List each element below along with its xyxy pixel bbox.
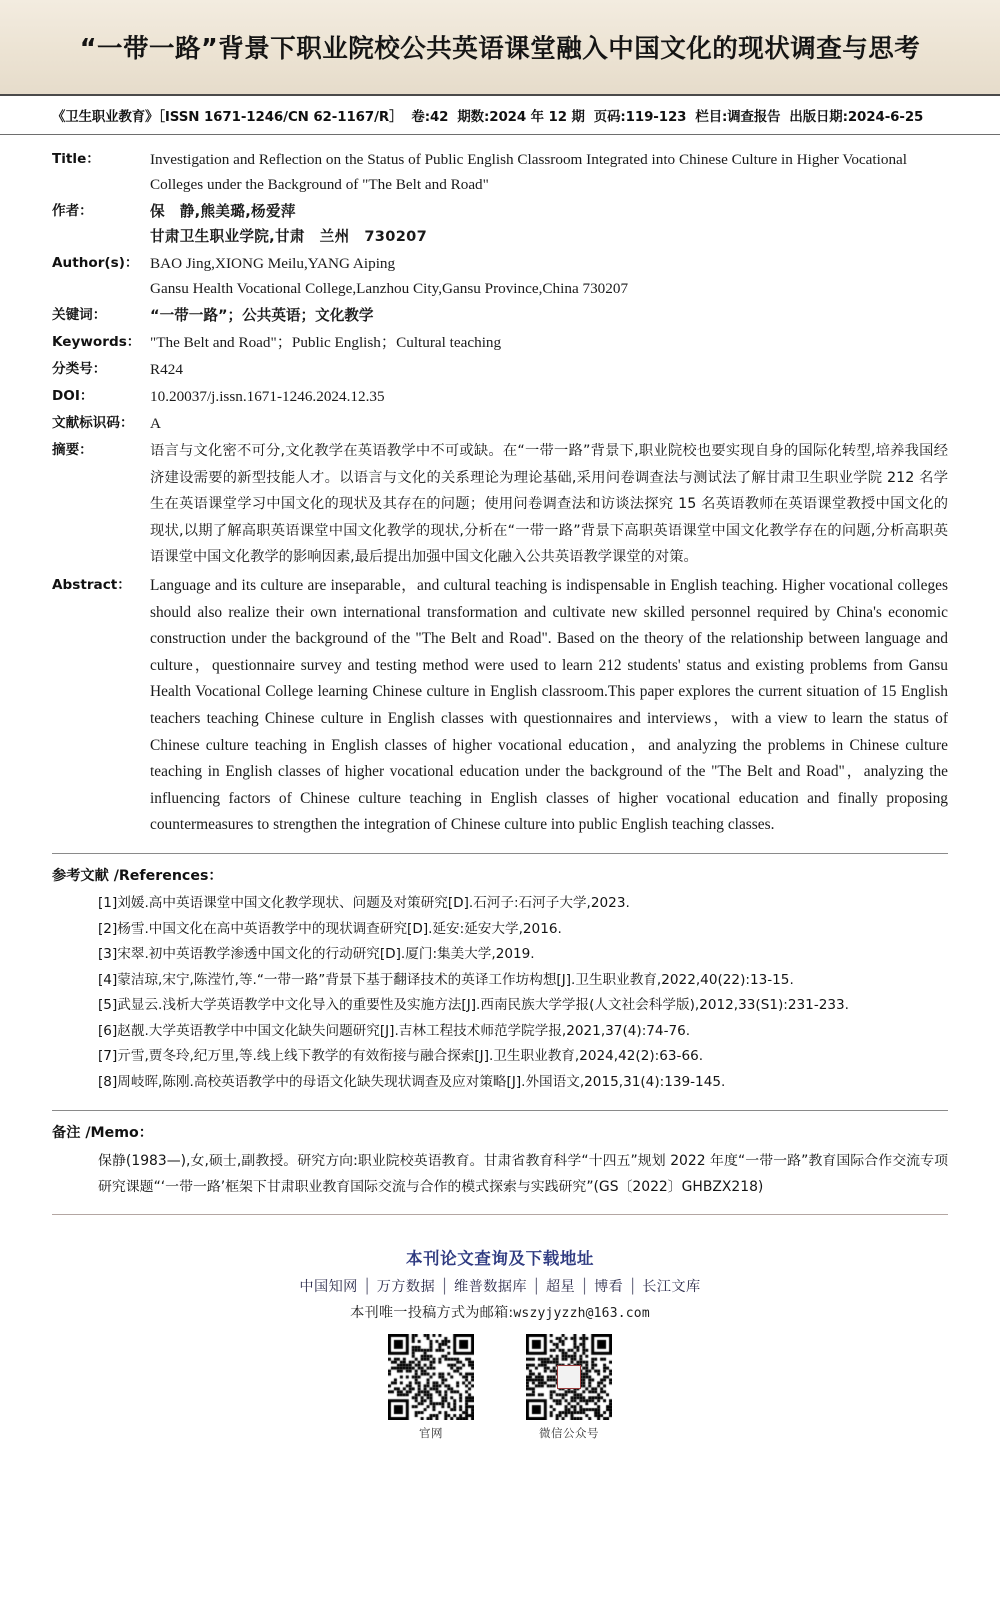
- field-authors-cn: [52, 199, 948, 249]
- qr-center-logo: [557, 1365, 581, 1389]
- field-keywords-en-label: Keywords：: [52, 334, 141, 350]
- affiliation-cn: 甘肃卫生职业学院,甘肃 兰州 730207: [150, 228, 428, 245]
- memo-block: [0, 1111, 1000, 1201]
- field-abstract-cn-label: 摘要：: [52, 442, 93, 458]
- journal-pubdate: 出版日期:2024-6-25: [789, 110, 924, 125]
- footer-link-separator: │: [580, 1279, 590, 1296]
- reference-item: [5]武显云.浅析大学英语教学中文化导入的重要性及实施方法[J].西南民族大学学报(人文社会科学版),2012,33(S1):231-233.: [98, 997, 849, 1014]
- qr-code-wechat[interactable]: [526, 1334, 612, 1420]
- qr-code-row: [52, 1334, 948, 1441]
- memo-title: 备注 /Memo：: [52, 1124, 153, 1141]
- field-doc-code-label: 文献标识码：: [52, 415, 134, 431]
- footer-link-cqvip[interactable]: 维普数据库: [454, 1279, 527, 1296]
- field-doi-label: DOI：: [52, 388, 94, 404]
- field-keywords-en-value: "The Belt and Road"；Public English；Cultural teaching: [150, 334, 502, 351]
- field-title-value: [150, 147, 948, 197]
- field-doi-value[interactable]: 10.20037/j.issn.1671-1246.2024.12.35: [150, 388, 385, 405]
- reference-item: [7]亓雪,贾冬玲,纪万里,等.线上线下教学的有效衔接与融合探索[J].卫生职业教育,2024,42(2):63-66.: [98, 1048, 704, 1065]
- footer: [0, 1229, 1000, 1441]
- footer-links: [52, 1276, 948, 1296]
- journal-volume: 卷:42: [411, 110, 449, 125]
- field-authors-en-label: Author(s)：: [52, 255, 139, 271]
- references-list: [52, 891, 948, 1096]
- field-abstract-cn-value: 语言与文化密不可分,文化教学在英语教学中不可或缺。在“一带一路”背景下,职业院校也要实现自身的国际化转型,培养我国经济建设需要的新型技能人才。以语言与文化的关系理论为理论基础,采用问卷调查法与测试法了解甘肃卫生职业学院 212 名学生在英语课堂学习中国文化的现状及其存在的问题；使用问卷调查法和访谈法探究 15 名英语教师在英语课堂教授中国文化的现状,以期了解高职英语课堂中国文化教学的现状,分析在“一带一路”背景下高职英语课堂中国文化教学存在的问题,分析高职英语课堂中国文化教学的影响因素,最后提出加强中国文化融入公共英语教学课堂的对策。: [150, 443, 948, 566]
- reference-item: [6]赵靓.大学英语教学中中国文化缺失问题研究[J].吉林工程技术师范学院学报,2021,37(4):74-76.: [98, 1022, 691, 1039]
- footer-link-changjiang[interactable]: 长江文库: [642, 1279, 701, 1296]
- field-abstract-cn: [52, 438, 948, 571]
- field-title-label: Title：: [52, 151, 100, 167]
- footer-link-separator: │: [531, 1279, 541, 1296]
- journal-column: 栏目:调查报告: [695, 110, 781, 125]
- reference-item: [4]蒙洁琼,宋宁,陈滢竹,等.“一带一路”背景下基于翻译技术的英译工作坊构想[J].卫生职业教育,2022,40(22):13-15.: [98, 971, 794, 988]
- authors-cn: 保 静,熊美璐,杨爱萍: [150, 203, 296, 220]
- footer-email-prefix: 本刊唯一投稿方式为邮箱:: [350, 1305, 514, 1322]
- title-line-1: Investigation and Reflection on the Status of Public English Classroom Integrated into Chinese Culture in Higher Vocational: [150, 151, 908, 168]
- field-clc: [52, 357, 948, 382]
- footer-email-address[interactable]: wszyjyzzh@163.com: [513, 1306, 650, 1322]
- footer-title: 本刊论文查询及下载地址: [405, 1249, 595, 1269]
- page-title: “一带一路”背景下职业院校公共英语课堂融入中国文化的现状调查与思考: [79, 34, 921, 64]
- reference-item: [3]宋翠.初中英语教学渗透中国文化的行动研究[D].厦门:集美大学,2019.: [98, 946, 535, 963]
- reference-item: [2]杨雪.中国文化在高中英语教学中的现状调查研究[D].延安:延安大学,2016.: [98, 920, 562, 937]
- field-clc-value: R424: [150, 361, 183, 378]
- footer-link-separator: │: [362, 1279, 372, 1296]
- footer-link-cnki[interactable]: 中国知网: [299, 1279, 358, 1296]
- field-abstract-en-label: Abstract：: [52, 576, 131, 593]
- journal-meta-bar: [0, 96, 1000, 135]
- footer-link-bokan[interactable]: 博看: [594, 1279, 624, 1296]
- field-keywords-cn-label: 关键词：: [52, 307, 107, 323]
- journal-issue: 期数:2024 年 12 期: [457, 110, 585, 125]
- reference-item: [1]刘媛.高中英语课堂中国文化教学现状、问题及对策研究[D].石河子:石河子大学,2023.: [98, 894, 630, 911]
- field-authors-cn-value: [150, 199, 948, 249]
- footer-link-separator: │: [440, 1279, 450, 1296]
- footer-divider: [52, 1214, 948, 1215]
- title-banner: [0, 0, 1000, 96]
- affiliation-en: Gansu Health Vocational College,Lanzhou City,Gansu Province,China 730207: [150, 280, 629, 297]
- journal-meta-line: [52, 106, 950, 125]
- field-clc-label: 分类号：: [52, 361, 107, 377]
- footer-link-wanfang[interactable]: 万方数据: [376, 1279, 436, 1296]
- journal-name: 《卫生职业教育》: [52, 110, 159, 125]
- field-authors-cn-label: 作者：: [52, 203, 93, 219]
- field-authors-en-value: [150, 251, 948, 301]
- qr-cell-website: [388, 1334, 474, 1441]
- field-keywords-cn-value: “一带一路”；公共英语；文化教学: [150, 307, 374, 324]
- footer-link-chaoxing[interactable]: 超星: [545, 1279, 576, 1296]
- title-line-2: Colleges under the Background of "The Belt and Road": [150, 176, 489, 193]
- reference-item: [8]周岐晖,陈刚.高校英语教学中的母语文化缺失现状调查及应对策略[J].外国语文,2015,31(4):139-145.: [98, 1074, 726, 1091]
- field-doi: [52, 384, 948, 409]
- qr-canvas: [388, 1334, 474, 1420]
- journal-pages: 页码:119-123: [593, 110, 687, 125]
- journal-issn-cn: ［ISSN 1671-1246/CN 62-1167/R］: [158, 110, 403, 125]
- field-keywords-en: [52, 330, 948, 355]
- field-abstract-en: [52, 573, 948, 839]
- memo-body: 保静(1983—),女,硕士,副教授。研究方向:职业院校英语教育。甘肃省教育科学“十四五”规划 2022 年度“一带一路”教育国际合作交流专项研究课题“‘一带一路’框架下甘肃职业教育国际交流与合作的模式探索与实践研究”(GS〔2022〕GHBZX218): [98, 1152, 948, 1196]
- field-keywords-cn: [52, 303, 948, 328]
- qr-caption-website: 官网: [419, 1426, 443, 1441]
- qr-code-website[interactable]: [388, 1334, 474, 1420]
- footer-email-line: [52, 1302, 948, 1322]
- qr-cell-wechat: [526, 1334, 612, 1441]
- references-title: 参考文献 /References：: [52, 867, 223, 884]
- footer-link-separator: │: [628, 1279, 638, 1296]
- qr-caption-wechat: 微信公众号: [539, 1426, 599, 1441]
- field-title: [52, 147, 948, 197]
- field-doc-code-value: A: [150, 415, 161, 432]
- references-block: [0, 854, 1000, 1096]
- field-doc-code: [52, 411, 948, 436]
- metadata-fields: [0, 135, 1000, 839]
- field-authors-en: [52, 251, 948, 301]
- authors-en: BAO Jing,XIONG Meilu,YANG Aiping: [150, 255, 396, 272]
- field-abstract-en-value: Language and its culture are inseparable，and cultural teaching is indispensable in English teaching. Higher vocational colleges should also realize their own international transformation and cultivate new skilled personnel required by China's economic construction under the background of the "The Belt and Road". Based on the theory of the relationship between language and culture，questionnaire survey and testing method were used to learn 212 students' status and existing problems from Gansu Health Vocational College learning Chinese culture in English classroom.This paper explores the current situation of 15 English teachers teaching Chinese culture in English classes with questionnaires and interviews，with a view to learn the status of Chinese culture teaching in English classes of higher vocational education，and analyzing the problems in Chinese culture teaching in English classes of higher vocational education under the background of the "The Belt and Road"，analyzing the influencing factors of Chinese culture teaching in English classes of higher vocational education and finally proposing countermeasures to strengthen the integration of Chinese culture into public English teaching classes.: [150, 576, 948, 834]
